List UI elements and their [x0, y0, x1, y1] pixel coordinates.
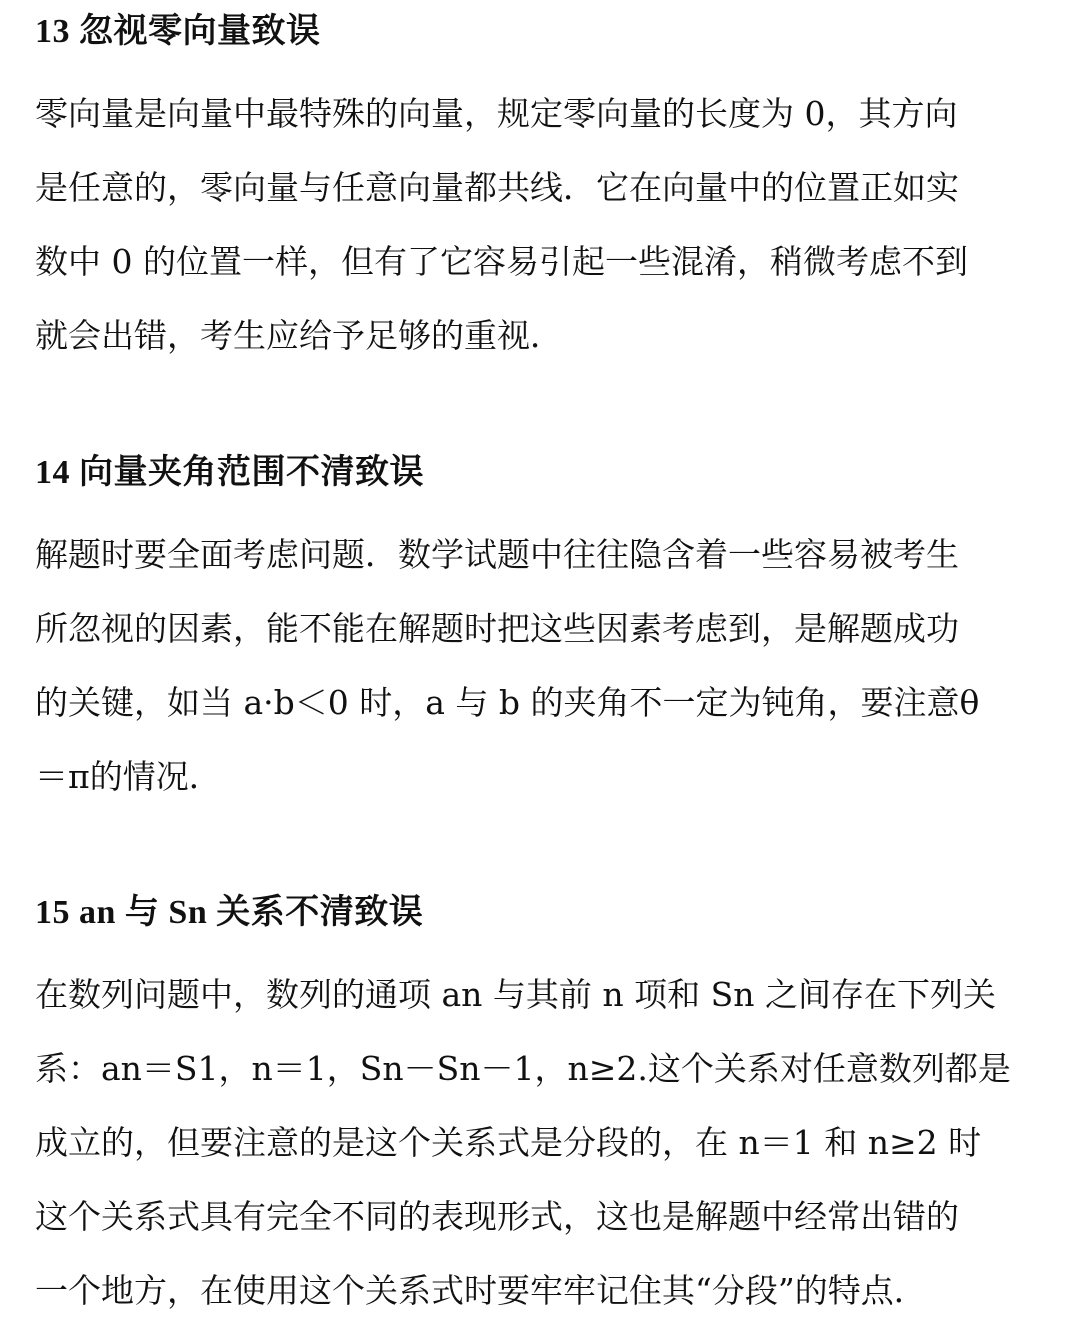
- section-15: [35, 893, 1020, 1328]
- text-line: 这个关系式具有完全不同的表现形式，这也是解题中经常出错的: [35, 1197, 959, 1236]
- text-line: 在数列问题中，数列的通项 an 与其前 n 项和 Sn 之间存在下列关: [35, 975, 996, 1014]
- section-heading: 14 向量夹角范围不清致误: [35, 454, 424, 491]
- section-heading: 13 忽视零向量致误: [35, 13, 321, 50]
- section-13: [35, 12, 1020, 373]
- text-line: 的关键，如当 a·b＜0 时，a 与 b 的夹角不一定为钝角，要注意θ: [35, 683, 980, 722]
- section-body: [35, 958, 1020, 1328]
- text-line: ＝π的情况．: [35, 757, 222, 796]
- section-body: [35, 77, 1020, 373]
- text-line: 一个地方，在使用这个关系式时要牢牢记住其“分段”的特点．: [35, 1271, 927, 1310]
- section-heading: 15 an 与 Sn 关系不清致误: [35, 894, 424, 931]
- text-line: 零向量是向量中最特殊的向量，规定零向量的长度为 0，其方向: [35, 94, 958, 133]
- text-line: 系：an＝S1，n＝1，Sn－Sn－1，n≥2.这个关系对任意数列都是: [35, 1049, 1011, 1088]
- text-line: 解题时要全面考虑问题．数学试题中往往隐含着一些容易被考生: [35, 535, 959, 574]
- text-line: 所忽视的因素，能不能在解题时把这些因素考虑到，是解题成功: [35, 609, 959, 648]
- text-line: 就会出错，考生应给予足够的重视．: [35, 316, 563, 355]
- section-14: [35, 453, 1020, 814]
- text-line: 成立的，但要注意的是这个关系式是分段的，在 n＝1 和 n≥2 时: [35, 1123, 982, 1162]
- text-line: 数中 0 的位置一样，但有了它容易引起一些混淆，稍微考虑不到: [35, 242, 968, 281]
- section-body: [35, 518, 1020, 814]
- text-line: 是任意的，零向量与任意向量都共线．它在向量中的位置正如实: [35, 168, 959, 207]
